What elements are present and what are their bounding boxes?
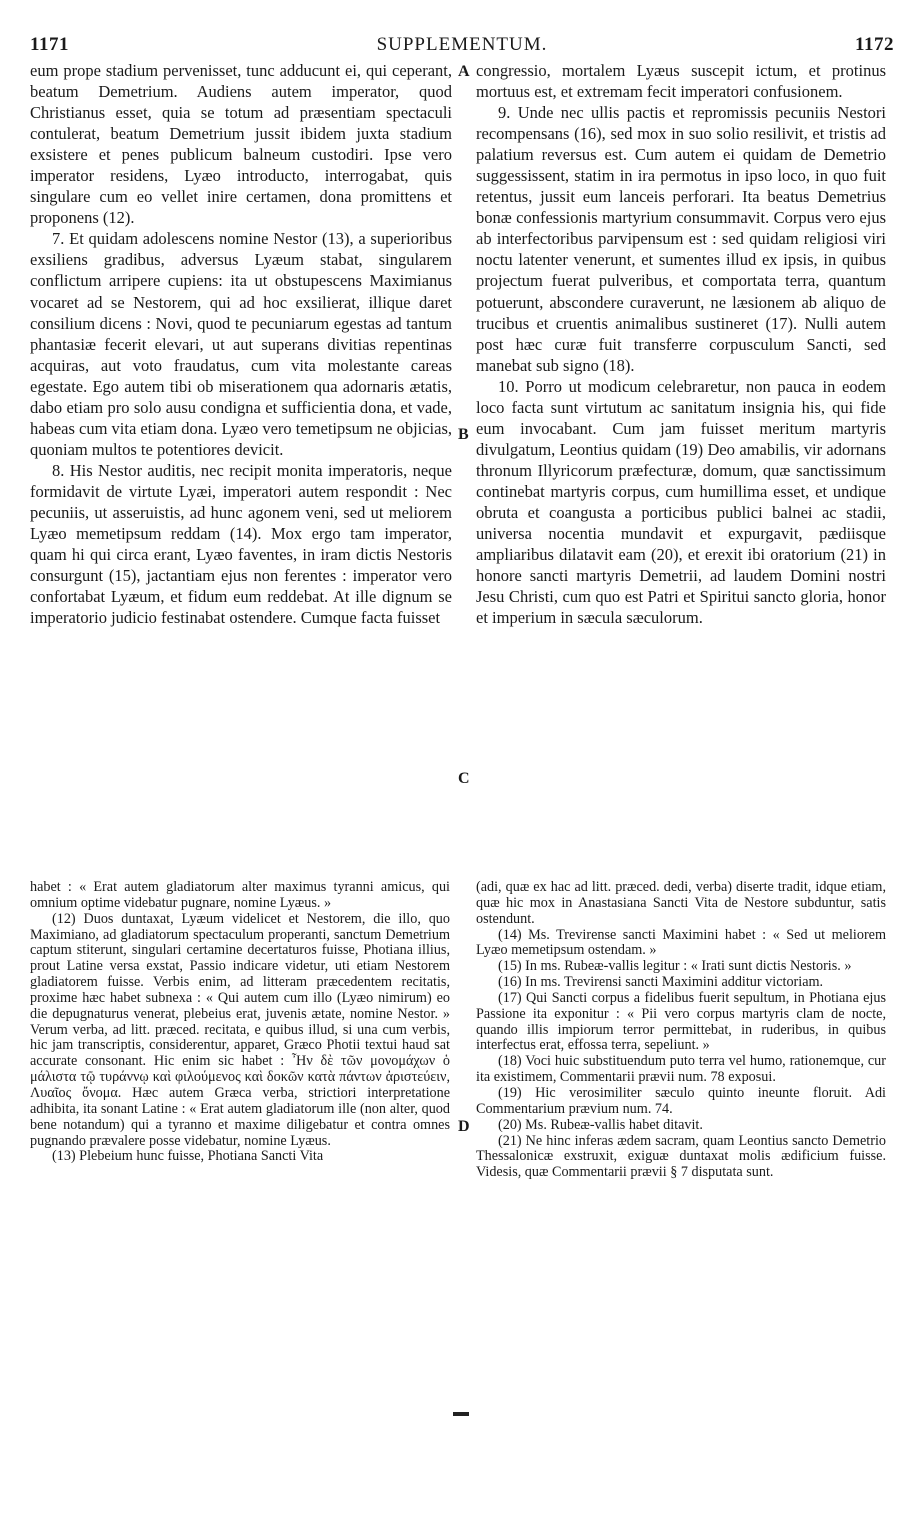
main-text-right-column: [476, 60, 886, 628]
footnote-continuation: habet : « Erat autem gladiatorum alter maximus tyranni amicus, qui omnium optime videbatur pugnare, nomine Lyæus. »: [30, 879, 450, 911]
paragraph-8: 8. His Nestor auditis, nec recipit monita imperatoris, neque formidavit de virtute Lyæi, imperatori autem respondit : Nec pecuniis, ut asseruistis, ad hunc agonem veni, sed ut meliorem Lyæo memetipsum reddam (14). Mox ergo tam imperator, quam hi qui circa erant, Lyæo faventes, in iram dictis Nestoris consurgunt (15), jactantiam ejus non ferentes : imperator vero confortabat Lyæum, et fidum eum reddebat. At ille dignum se imperatorio judicio festinabat ostendere. Cumque facta fuisset: [30, 460, 452, 628]
margin-marker-c: C: [458, 770, 470, 787]
footnote-12: (12) Duos duntaxat, Lyæum videlicet et Nestorem, die illo, quo Maximiano, ad gladiatorum spectaculum properanti, sanctum Demetrium captum stiterunt, singulari certamine decertaturos fuisse, Photiana illius, prout Latine versa exstat, Passio indicare videtur, uti etiam Nestorem gladiatorem fuisse. Verbis enim, ad litteram præcedentem recitatis, proxime hæc habet subnexa : « Qui autem cum illo (Lyæo nimirum) eo die depugnaturus venerat, plebeius erat, juvenis ætate, nomine Nestor. » Verum verba, ad litt. præced. recitata, e quibus illud, si una cum verbis, hic jam transcriptis, considerentur, apparet, Græco Photii textui haud sat accurate consonant. Hic enim sic habet : Ἦν δὲ τῶν μονομάχων ὁ μάλιστα τῷ τυράννῳ καὶ φιλούμενος καὶ δοκῶν κατὰ πάντων ἀριστεύειν, Λυαῖος ὄνομα. Hæc autem Græca verba, strictiori interpretatione adhibita, ita sonant Latine : « Erat autem gladiatorum ille (non alter, quod bene notandum) qui a tyranno et maxime diligebatur et contra omnes pugnando prævalere posse videbatur, nomine Lyæus.: [30, 910, 450, 1149]
page-end-dash: [453, 1412, 469, 1416]
footnotes-left-column: [30, 880, 450, 1165]
running-title: SUPPLEMENTUM.: [376, 34, 548, 55]
footnotes-right-column: [476, 880, 886, 1181]
footnote-17: (17) Qui Sancti corpus a fidelibus fuerit sepultum, in Photiana ejus Passione ita exponitur : « Pii vero corpus martyris clam de nocte, quando illis impiorum terror permittebat, in ruderibus, in quibus interfectus erat, effossa terra, sepeliunt. »: [476, 989, 886, 1054]
paragraph-8-end: congressio, mortalem Lyæus suscepit ictum, et protinus mortuus est, et extremam fecit imperatori confusionem.: [476, 61, 886, 102]
footnote-16: (16) In ms. Trevirensi sancti Maximini additur victoriam.: [498, 974, 824, 991]
paragraph-9: 9. Unde nec ullis pactis et repromissis pecuniis Nestori recompensans (16), sed mox in suo solio resilivit, et tristis ad palatium reversus est. Cum autem ei quidam de Demetrio suggessissent, statim in ira permotus in ipso loco, in quo fuit retentus, jussit eum lanceis perforari. Ita beatus Demetrius bonæ confessionis martyrium consummavit. Corpus vero ejus ab interfectoribus parvipensum est : sed quidam religiosi viri noctu latenter venerunt, et sumentes illud ex ipsis, in quibus projectum fuerat pulveribus, et comportata terra, quantum potuerunt, abscondere curaverunt, ne læsionem ab aliquo de trucibus et cruentis animalibus sustineret (17). Nulli autem post hæc curæ fuit transferre corpusculum Sancti, sed manebat sub signo (18).: [476, 103, 886, 375]
footnote-18: (18) Voci huic substituendum puto terra vel humo, rationemque, cur ita existimem, Commentarii prævii num. 78 exposui.: [476, 1053, 886, 1086]
paragraph-10: 10. Porro ut modicum celebraretur, non pauca in eodem loco facta sunt virtutum ac sanitatum insignia his, qui fide eum invocabant. Cum jam fuisset meritum martyris divulgatum, Leontius quidam (19) Deo amabilis, vir adornans thronum Illyricorum præfecturæ, domum, quæ sanctissimum continebat martyris corpus, cum humillima esset, et undique obruta et coangusta a porticibus publici balnei ac stadii, universa nocentia mundavit et expurgavit, pædiisque ampliaribus dilatavit eam (20), et erexit ibi oratorium (21) in honore sancti martyris Demetrii, ad laudem Domini nostri Jesu Christi, cum quo est Patri et Spiritui sancto gloria, honor et imperium in sæcula sæculorum.: [476, 376, 886, 628]
paragraph-6-end: eum prope stadium pervenisset, tunc adducunt ei, qui ceperant, beatum Demetrium. Audiens autem imperator, quod Christianus esset, quia se totum ad præsentiam spectaculi contulerat, beatum Demetrium jussit ibidem juxta stadium exsistere et penes publicum balneum custodiri. Ipse vero imperator residens, Lyæo introducto, interrogabat, quis singulare cum eo vellet inire certamen, dona promittens et proponens (12).: [30, 61, 452, 228]
footnote-13-end: (adi, quæ ex hac ad litt. præced. dedi, verba) diserte tradit, idque etiam, quæ hic mox in Anastasiana Sancti Vita de Nestore subduntur, satis ostendunt.: [476, 879, 886, 927]
footnote-14: (14) Ms. Trevirense sancti Maximini habet : « Sed ut meliorem Lyæo memetipsum ostendam. »: [476, 926, 886, 959]
footnote-21: (21) Ne hinc inferas ædem sacram, quam Leontius sancto Demetrio Thessalonicæ exstruxit, exiguæ duntaxat molis ædificium fuisse. Videsis, quæ Commentarii prævii § 7 disputata sunt.: [476, 1132, 886, 1181]
page-number-right: 1172: [855, 34, 894, 55]
footnote-15: (15) In ms. Rubeæ-vallis legitur : « Irati sunt dictis Nestoris. »: [498, 958, 852, 975]
paragraph-7: 7. Et quidam adolescens nomine Nestor (13), a superioribus exsiliens gradibus, adversus Lyæum stabat, singularem conflictum arripere cupiens: ita ut obstupescens Maximianus vocaret ad se Nestorem, qui ad hoc exsilierat, illique daret consilium dicens : Novi, quod te pecuniarum egestas ad tantum phantasiæ fecerit elevari, ut aut superans divitias repentinas acquiras, aut voto fraudatus, cum vita molestante careas egestate. Ego autem tibi ob miserationem qua adornaris ætatis, dabo etiam pro solo ausu condigna et sufficientia dona, et vade, habeas cum vita etiam dona. Lyæo vero temetipsum ne objicias, quoniam multos te potentiores devicit.: [30, 229, 453, 459]
margin-marker-a: A: [458, 63, 470, 80]
footnote-13: (13) Plebeium hunc fuisse, Photiana Sancti Vita: [52, 1148, 324, 1165]
page-number-left: 1171: [30, 34, 69, 55]
footnote-19: (19) Hic verosimiliter sæculo quinto ineunte floruit. Adi Commentarium prævium num. 74.: [476, 1084, 886, 1117]
margin-marker-b: B: [458, 426, 469, 443]
footnote-20: (20) Ms. Rubeæ-vallis habet ditavit.: [498, 1116, 703, 1133]
margin-marker-d: D: [458, 1118, 470, 1135]
main-text-left-column: [30, 60, 452, 628]
